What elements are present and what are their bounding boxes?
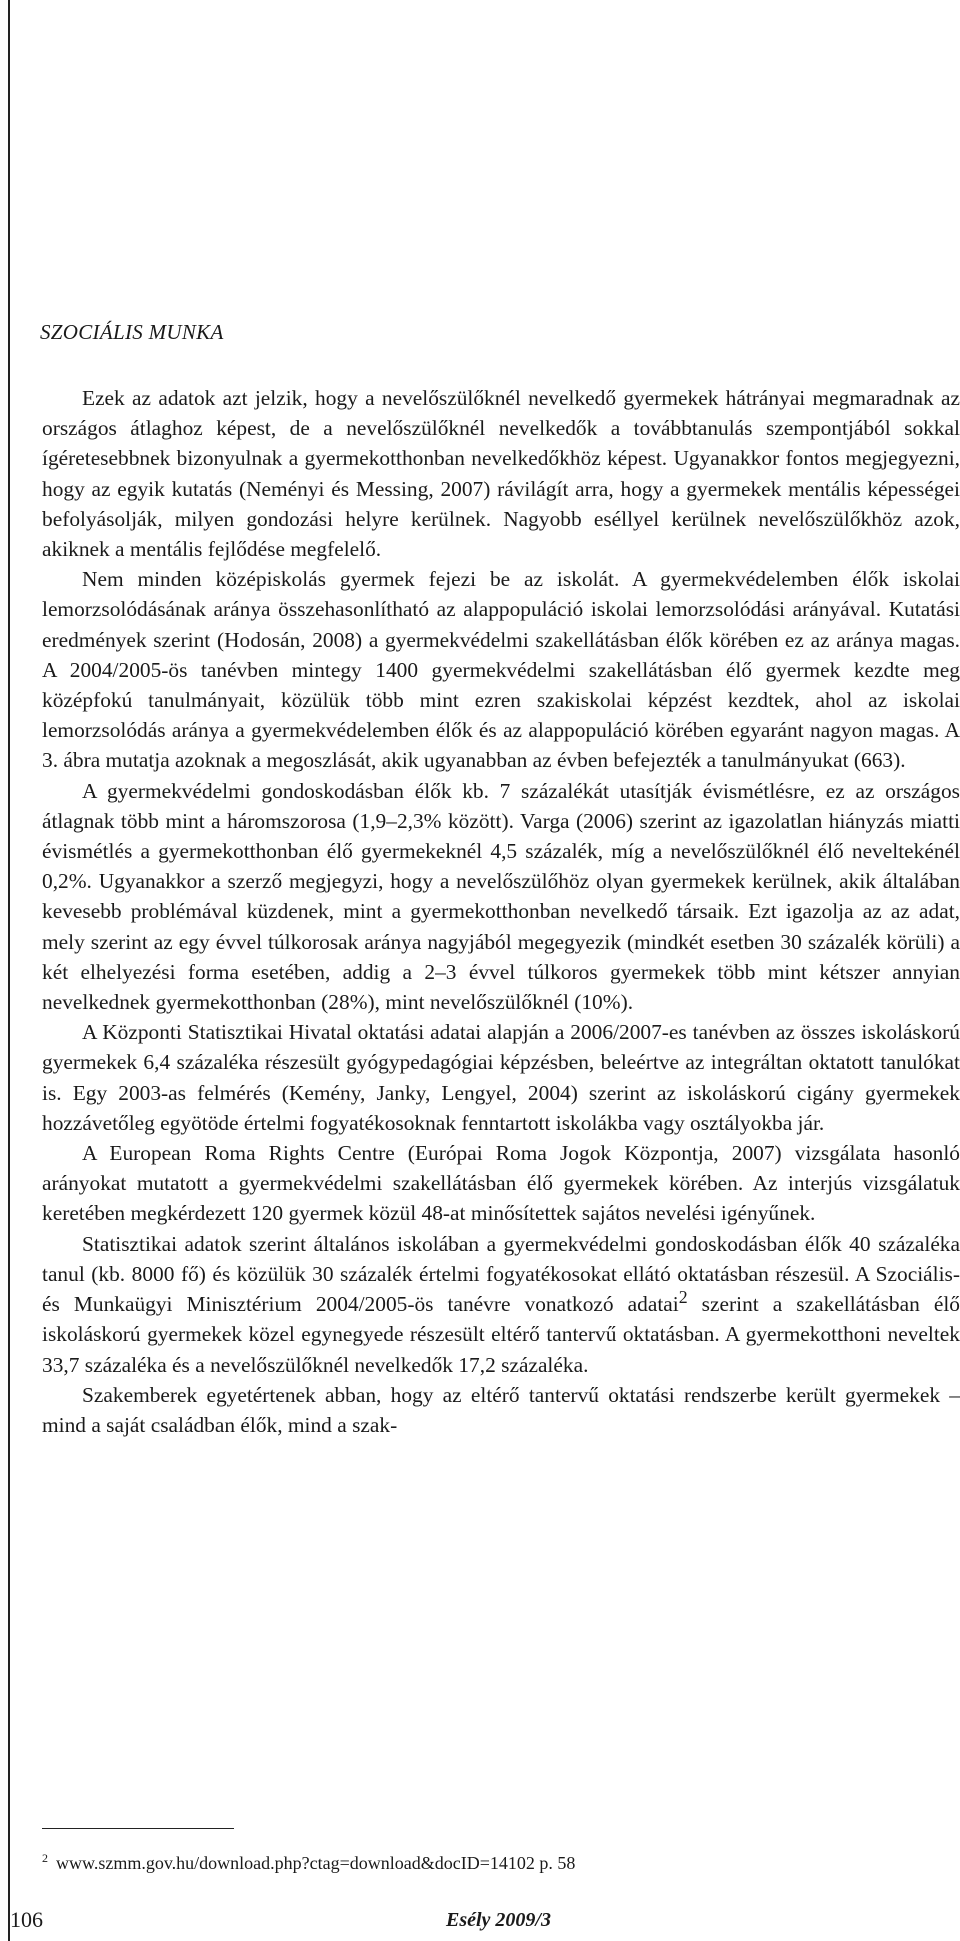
paragraph: A Központi Statisztikai Hivatal oktatási adatai alapján a 2006/2007-es tanévben az összes iskoláskorú gyermekek 6,4 százaléka részesült gyógypedagógiai képzésben, beleértve az integráltan oktatott tanulókat is. Egy 2003-as felmérés (Kemény, Janky, Lengyel, 2004) szerint az iskoláskorú cigány gyermekek hozzávetőleg egyötöde értelmi fogyatékosoknak fenntartott iskolákba vagy osztályokba jár.: [42, 1020, 960, 1135]
section-header: SZOCIÁLIS MUNKA: [40, 320, 224, 344]
paragraph-text: szerint a szakellátásban élő iskoláskorú gyermekek közel egynegyede részesült eltérő tantervű oktatásban. A gyermekotthoni neveltek 33,7 százaléka és a nevelőszülőknél nevelkedők 17,2 százaléka.: [42, 1292, 960, 1377]
journal-title: Esély 2009/3: [446, 1909, 551, 1931]
paragraph: [42, 1229, 960, 1380]
paragraph-text: Statisztikai adatok szerint általános iskolában a gyermekvédelmi gondoskodásban élők 40 százaléka tanul (kb. 8000 fő) és közülük 30 százalék értelmi fogyatékosokat ellátó oktatásban részesül. A Szociális- és Munkaügyi Minisztérium 2004/2005-ös tanévre vonatkozó adatai: [42, 1231, 960, 1317]
body-text: [42, 383, 960, 1440]
paragraph: Nem minden középiskolás gyermek fejezi be az iskolát. A gyermekvédelemben élők iskolai lemorzsolódásának aránya összehasonlítható az alappopuláció iskolai lemorzsolódási arányával. Kutatási eredmények szerint (Hodosán, 2008) a gyermekvédelmi szakellátásban élők körében ez az aránya magas. A 2004/2005-ös tanévben mintegy 1400 gyermekvédelmi szakellátásban élő gyermek kezdte meg középfokú tanulmányait, közülük több mint ezren szakiskolai képzést kezdtek, ahol az iskolai lemorzsolódás aránya a gyermekvédelemben élők és az alappopuláció körében egyaránt nagyon magas. A 3. ábra mutatja azoknak a megoszlását, akik ugyanabban az évben befejezték a tanulmányukat (663).: [42, 567, 960, 773]
paragraph: A gyermekvédelmi gondoskodásban élők kb. 7 százalékát utasítják évismétlésre, ez az országos átlagnak több mint a háromszorosa (1,9–2,3% között). Varga (2006) szerint az igazolatlan hiányzás miatti évismétlés a gyermekotthonban élő gyermekeknél 4,5 százalék, míg a nevelőszülőknél élő neveltekénél 0,2%. Ugyanakkor a szerző megjegyzi, hogy a nevelőszülőhöz olyan gyermekek kerülnek, akik általában kevesebb problémával küzdenek, mint a gyermekotthonban nevelkedő társaik. Ezt igazolja az az adat, mely szerint az egy évvel túlkorosak aránya nagyjából megegyezik (mindkét esetben 30 százalék körüli) a két elhelyezési forma esetében, addig a 2–3 évvel túlkoros gyermekek több mint kétszer annyian nevelkednek gyermekotthonban (28%), mint nevelőszülőknél (10%).: [42, 778, 960, 1015]
footnote-reference: 2: [678, 1286, 688, 1307]
paragraph: Szakemberek egyetértenek abban, hogy az eltérő tantervű oktatási rendszerbe került gyermekek – mind a saját családban élők, mind a szak-: [42, 1382, 960, 1437]
paragraph: A European Roma Rights Centre (Európai Roma Jogok Központja, 2007) vizsgálata hasonló arányokat mutatott a gyermekvédelmi szakellátásban élő gyermekek körében. Az interjús vizsgálatuk keretében megkérdezett 120 gyermek közül 48-at minősítettek sajátos nevelési igényűnek.: [42, 1141, 960, 1226]
paragraph: Ezek az adatok azt jelzik, hogy a nevelőszülőknél nevelkedő gyermekek hátrányai megmaradnak az országos átlaghoz képest, de a nevelőszülőknél nevelkedők a továbbtanulás szempontjából sokkal ígéretesebbnek bizonyulnak a gyermekotthonban nevelkedőkhöz képest. Ugyanakkor fontos megjegyezni, hogy az egyik kutatás (Neményi és Messing, 2007) rávilágít arra, hogy a gyermekek mentális képességei befolyásolják, milyen gondozási helyre kerülnek. Nagyobb eséllyel kerülnek nevelőszülőkhöz azok, akiknek a mentális fejlődése megfelelő.: [42, 386, 960, 562]
margin-line: [8, 0, 10, 1941]
footnote-number: 2: [42, 1851, 48, 1865]
footnote: [42, 1853, 575, 1874]
footnote-divider: [42, 1828, 234, 1829]
page-number: 106: [10, 1907, 43, 1932]
footnote-text: www.szmm.gov.hu/download.php?ctag=download&docID=14102 p. 58: [56, 1853, 576, 1873]
